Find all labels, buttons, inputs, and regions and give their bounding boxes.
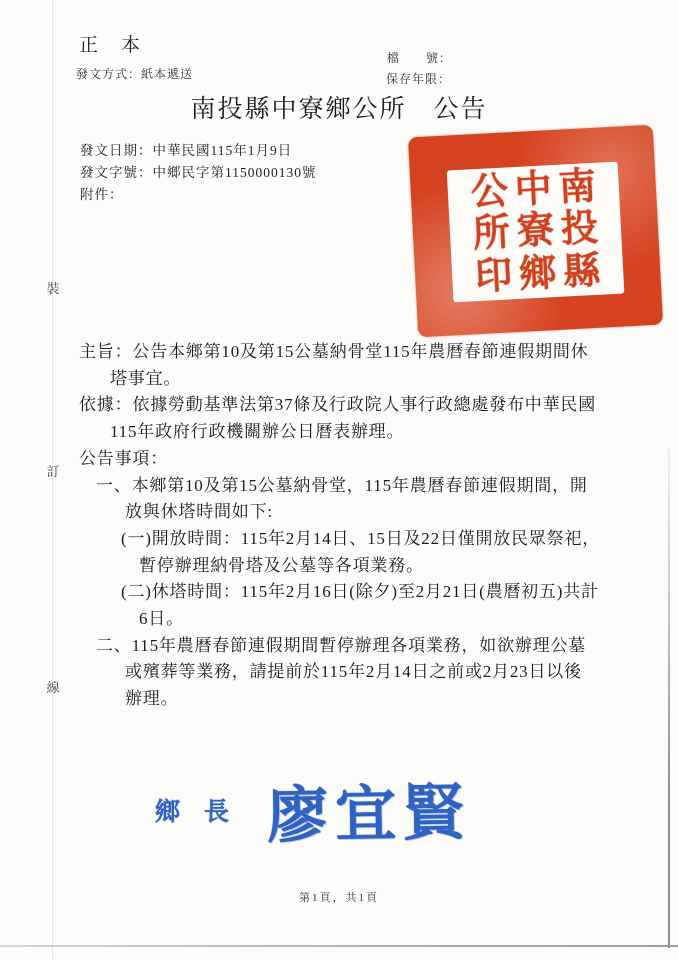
delivery-method-label: 發文方式：紙本遞送 (76, 67, 194, 81)
page-number: 第1頁，共1頁 (299, 892, 379, 904)
scan-edge-bottom (0, 945, 678, 947)
body-line: 115年政府行政機關辦公日曆表辦理。 (110, 422, 405, 442)
official-red-seal (408, 125, 663, 338)
document-number: 發文字號：中鄉民字第1150000130號 (80, 165, 317, 180)
signer-name-stamp: 廖宜賢 (266, 780, 472, 851)
body-line: (一)開放時間：115年2月14日、15日及22日僅開放民眾祭祀， (121, 528, 601, 548)
body-line: 塔事宜。 (110, 368, 182, 388)
seal-column-2: 中寮鄉 (513, 167, 558, 296)
seal-column-3: 公所印 (469, 170, 514, 299)
signer-title: 鄉長 (155, 798, 254, 826)
document-title: 南投縣中寮鄉公所 公告 (190, 96, 488, 123)
binding-mark-xian: 線 (46, 680, 60, 695)
body-line: 二、115年農曆春節連假期間暫停辦理各項業務，如欲辦理公墓 (96, 635, 587, 655)
body-line: (二)休塔時間：115年2月16日(除夕)至2月21日(農曆初五)共計 (121, 582, 599, 602)
retention-period-label: 保存年限： (386, 72, 452, 86)
scan-edge-right (668, 448, 670, 948)
copy-type-label: 正 本 (79, 35, 143, 56)
announcement-body (0, 339, 678, 713)
attachment-label: 附件： (80, 187, 124, 202)
body-line: 或殯葬等業務，請提前於115年2月14日之前或2月23日以後 (125, 662, 582, 682)
body-line: 辦理。 (125, 689, 179, 709)
issue-date: 發文日期：中華民國115年1月9日 (80, 143, 293, 158)
binding-mark-zhuang: 裝 (46, 281, 60, 296)
body-line: 主旨：公告本鄉第10及第15公墓納骨堂115年農曆春節連假期間休 (79, 342, 589, 361)
body-line: 公告事項： (79, 448, 168, 468)
binding-mark-ding: 訂 (46, 464, 60, 479)
seal-column-1: 南投縣 (557, 165, 602, 294)
body-line: 暫停辦理納骨塔及公墓等各項業務。 (139, 555, 424, 575)
signature-block (155, 766, 471, 853)
file-number-label: 檔 號： (387, 51, 453, 65)
body-line: 放與休塔時間如下: (125, 502, 273, 522)
body-line: 依據：依據勞動基準法第37條及行政院人事行政總處發布中華民國 (79, 395, 596, 415)
body-line: 6日。 (139, 609, 184, 629)
seal-inner-face (447, 162, 625, 303)
body-line: 一、本鄉第10及第15公墓納骨堂，115年農曆春節連假期間，開 (96, 475, 588, 495)
